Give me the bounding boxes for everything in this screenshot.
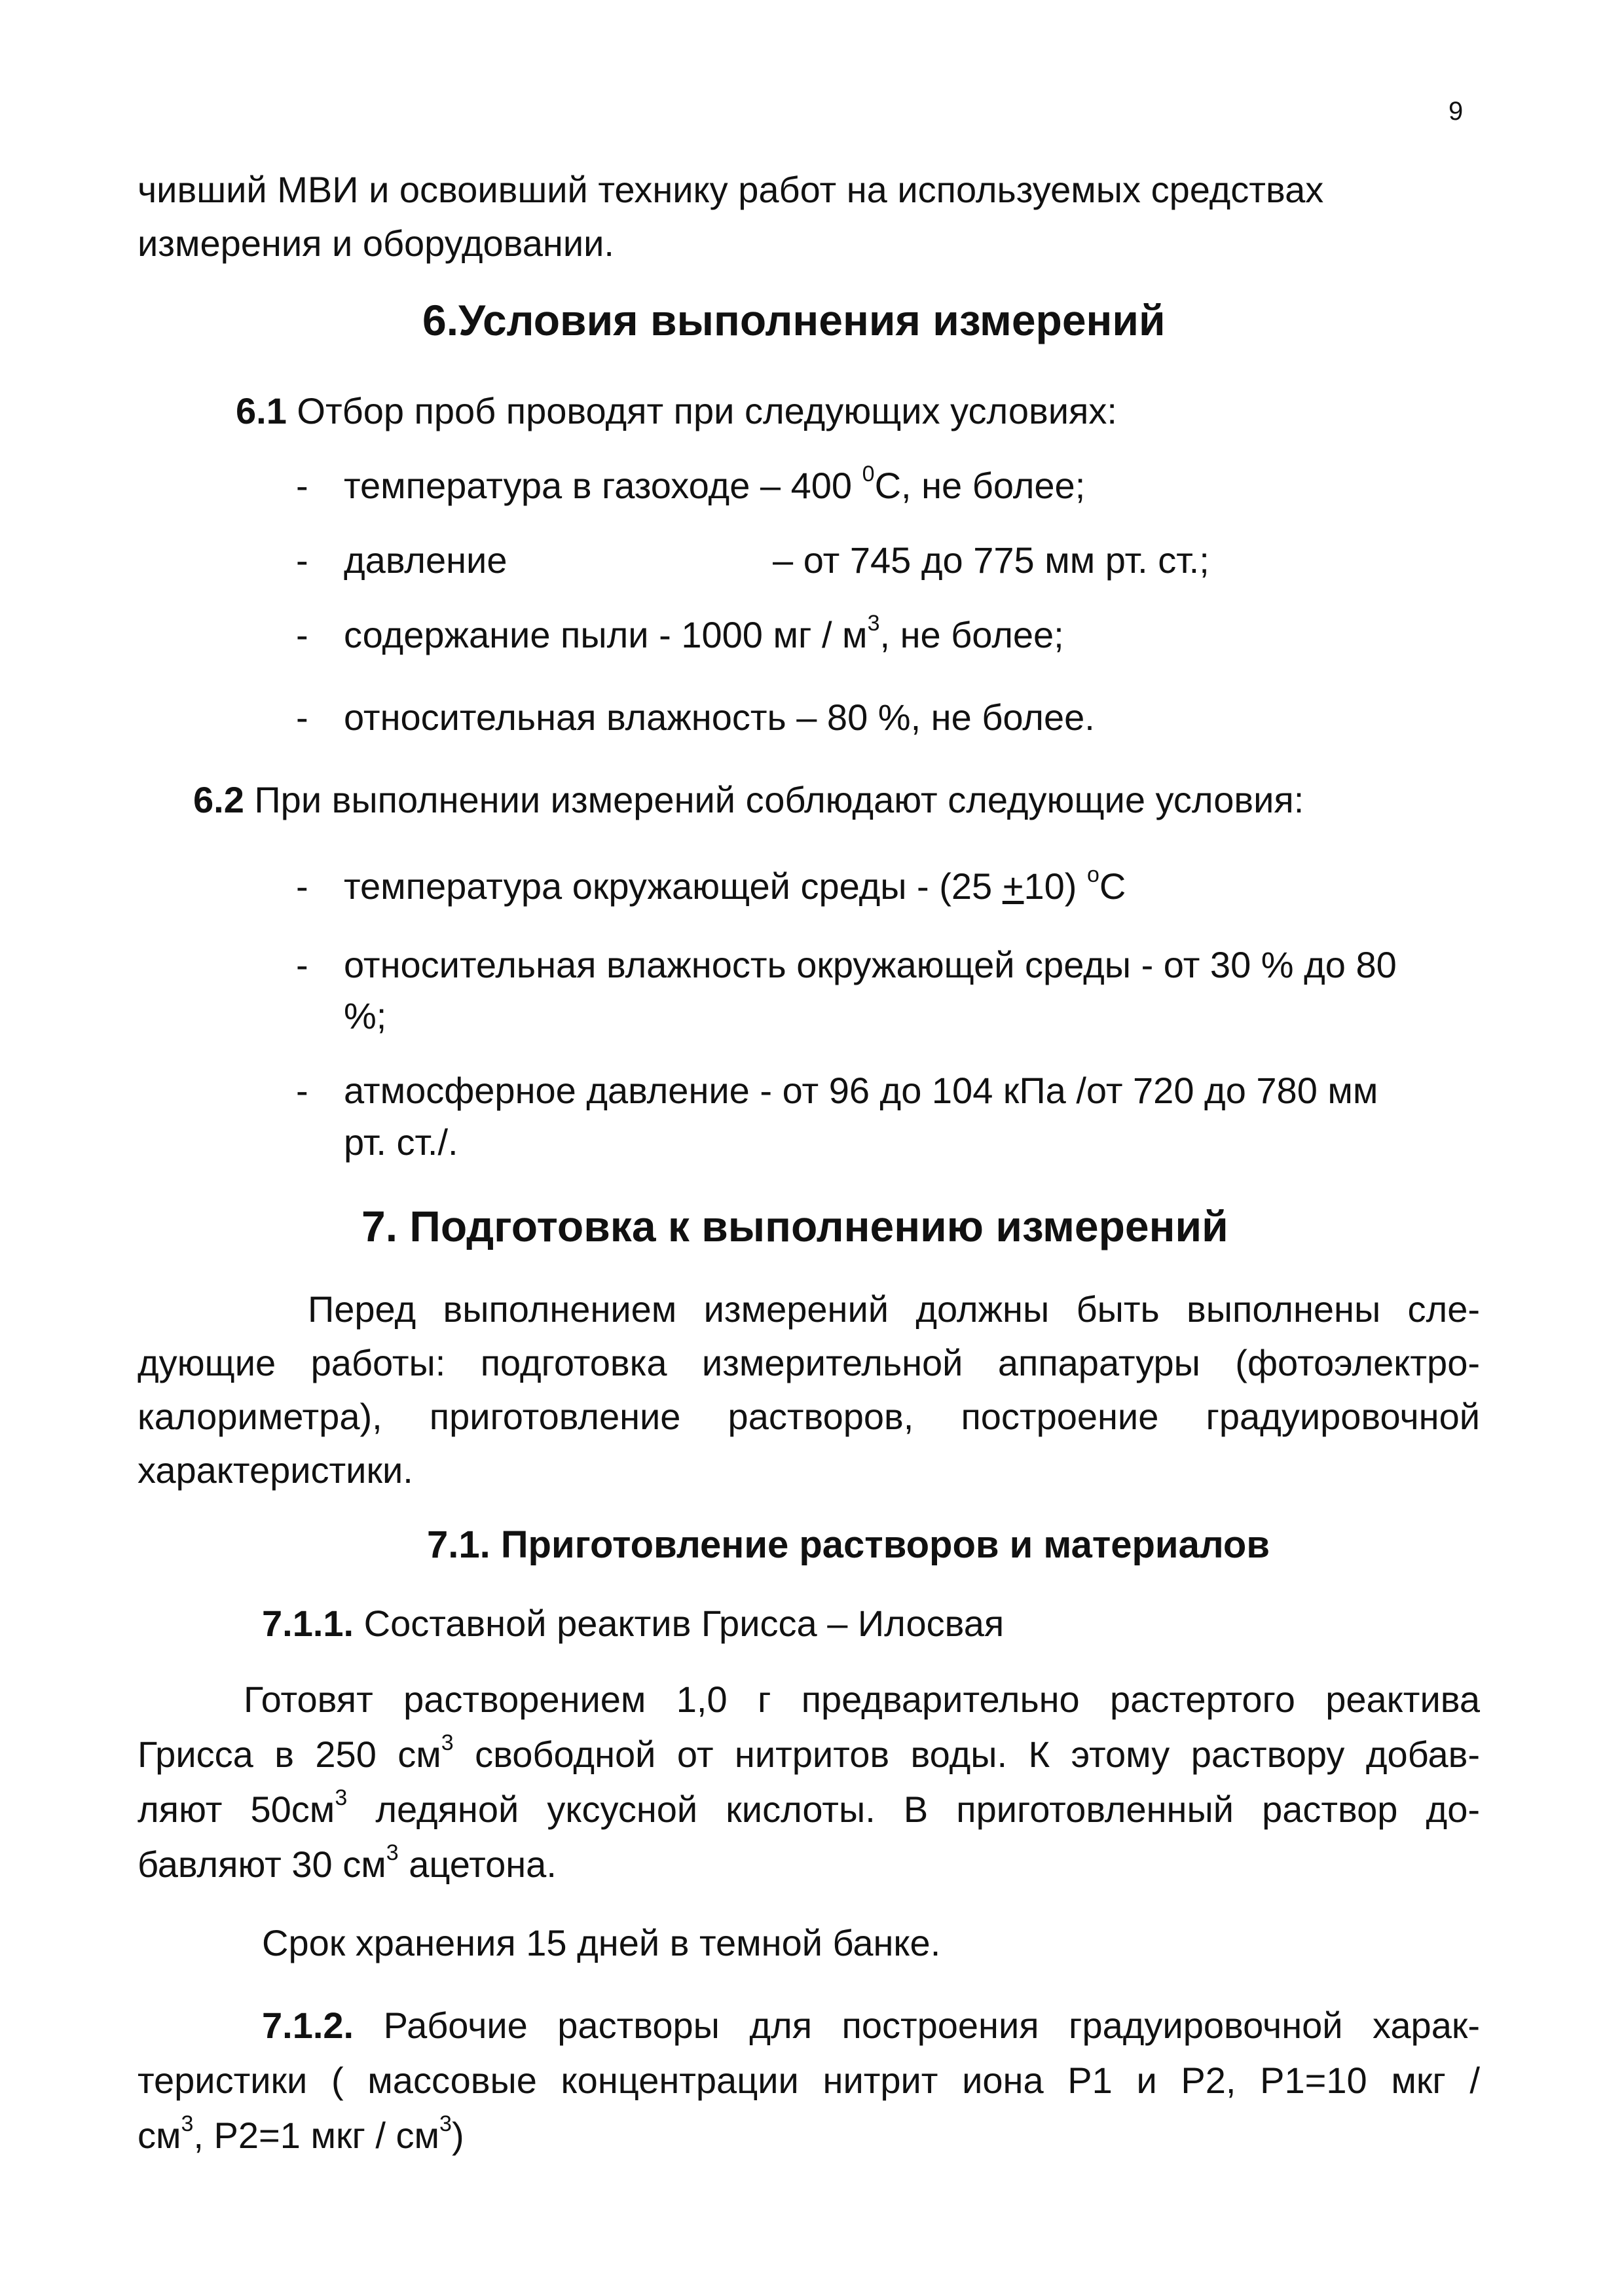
condition-humidity: относительная влажность – 80 %, не более. bbox=[344, 697, 1095, 738]
section-6-title: 6.Условия выполнения измерений bbox=[422, 296, 1166, 344]
intro-line-2: измерения и оборудовании. bbox=[138, 223, 614, 264]
section-7-para-line-3: калориметра), приготовление растворов, построение градуировочной bbox=[138, 1396, 1480, 1437]
condition-dust: содержание пыли - 1000 мг / $м^3$, не более; bbox=[344, 611, 1064, 655]
section-7-1-2-line-3: $см^3$, Р2=1 мкг / $см^3$) bbox=[138, 2111, 464, 2156]
section-7-1-2-line-2: теристики ( массовые концентрации нитрит иона Р1 и Р2, Р1=10 мкг / bbox=[138, 2060, 1480, 2101]
section-7-1-1-para-line-2: Грисса в 250 $см^3$ свободной от нитритов воды. К этому раствору добав- bbox=[138, 1730, 1481, 1775]
list-dash: - bbox=[296, 614, 308, 655]
section-7-1-2-line-1: 7.1.2. Рабочие растворы для построения градуировочной харак- bbox=[262, 2005, 1480, 2046]
paragraph-6-2 bbox=[193, 773, 1304, 828]
section-7-1-1-para-line-4: бавляют 30 $см^3$ ацетона. bbox=[138, 1840, 557, 1885]
condition-atmospheric-pressure-line-2: рт. ст./. bbox=[344, 1121, 458, 1163]
section-7-1-1-para-line-1: Готовят растворением 1,0 г предварительно растертого реактива bbox=[244, 1679, 1480, 1720]
list-dash: - bbox=[296, 697, 308, 738]
section-7-para-line-4: характеристики. bbox=[138, 1449, 413, 1491]
condition-pressure-value: – от 745 до 775 мм рт. ст.; bbox=[773, 539, 1209, 581]
paragraph-6-1-number: 6.1 bbox=[236, 390, 287, 431]
condition-atmospheric-pressure-line-1: атмосферное давление - от 96 до 104 кПа /от 720 до 780 мм bbox=[344, 1070, 1378, 1111]
paragraph-6-2-number: 6.2 bbox=[193, 779, 244, 820]
condition-ambient-humidity-line-2: %; bbox=[344, 995, 387, 1036]
list-dash: - bbox=[296, 866, 308, 907]
intro-line-1: чивший МВИ и освоивший технику работ на используемых средствах bbox=[138, 169, 1324, 210]
page-number: 9 bbox=[1449, 97, 1464, 126]
paragraph-6-2-text: При выполнении измерений соблюдают следующие условия: bbox=[244, 779, 1304, 820]
list-dash: - bbox=[296, 465, 308, 506]
section-7-1-title: 7.1. Приготовление растворов и материалов bbox=[427, 1523, 1270, 1566]
section-7-1-1-number: 7.1.1. bbox=[262, 1603, 354, 1644]
section-7-para-line-2: дующие работы: подготовка измерительной аппаратуры (фотоэлектро- bbox=[138, 1342, 1480, 1383]
list-dash: - bbox=[296, 539, 308, 581]
section-7-1-1-storage: Срок хранения 15 дней в темной банке. bbox=[262, 1922, 941, 1963]
section-7-1-1-heading bbox=[262, 1596, 1004, 1651]
section-7-1-1-para-line-3: ляют $50см^3$ ледяной уксусной кислоты. В приготовленный раствор до- bbox=[138, 1785, 1480, 1830]
paragraph-6-1-text: Отбор проб проводят при следующих условиях: bbox=[286, 390, 1117, 431]
condition-ambient-temperature: температура окружающей среды - (25 +10) $^о$С bbox=[344, 862, 1126, 907]
list-dash: - bbox=[296, 944, 308, 985]
condition-ambient-humidity-line-1: относительная влажность окружающей среды - от 30 % до 80 bbox=[344, 944, 1397, 985]
section-7-title: 7. Подготовка к выполнению измерений bbox=[361, 1202, 1228, 1250]
paragraph-6-1 bbox=[236, 384, 1117, 439]
section-7-1-2-number: 7.1.2. bbox=[262, 2005, 354, 2046]
condition-pressure-label: давление bbox=[344, 539, 507, 581]
section-7-1-1-text: Составной реактив Грисса – Илосвая bbox=[354, 1603, 1005, 1644]
section-7-para-line-1: Перед выполнением измерений должны быть выполнены сле- bbox=[308, 1288, 1480, 1330]
condition-temperature: температура в газоходе – 400 $^0$С, не более; bbox=[344, 462, 1086, 506]
list-dash: - bbox=[296, 1070, 308, 1111]
